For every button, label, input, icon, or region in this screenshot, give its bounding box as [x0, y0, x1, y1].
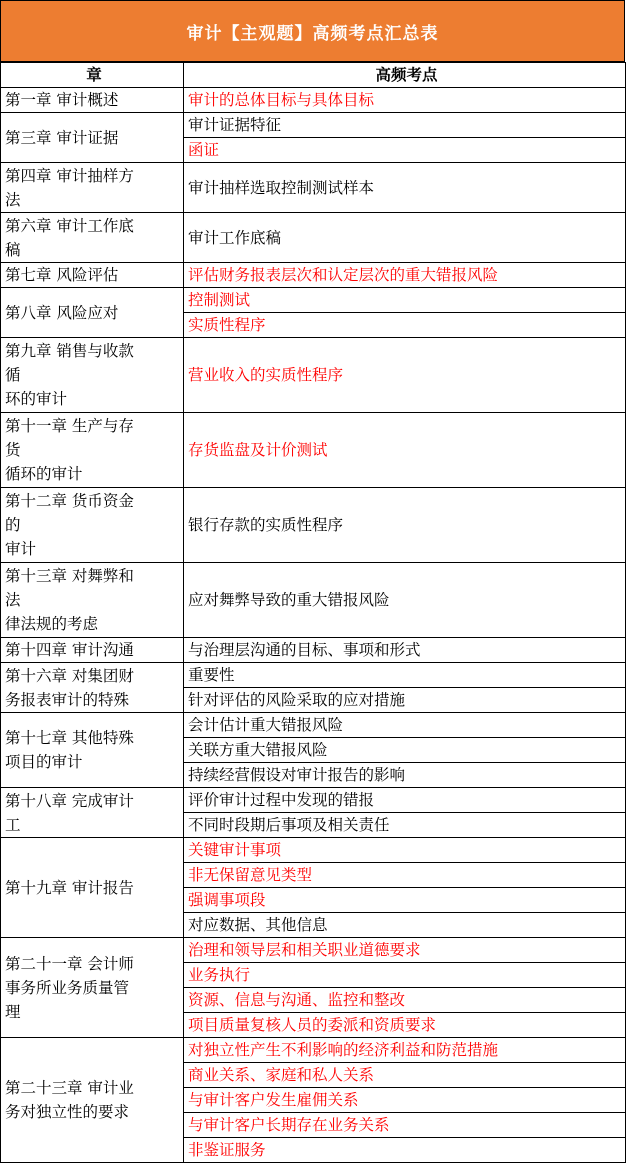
topic-cell: 商业关系、家庭和私人关系 [184, 1063, 626, 1088]
topic-cell: 强调事项段 [184, 888, 626, 913]
topic-cell: 资源、信息与沟通、监控和整改 [184, 988, 626, 1013]
table-row [1, 1038, 626, 1063]
topic-cell: 治理和领导层和相关职业道德要求 [184, 938, 626, 963]
topic-cell: 实质性程序 [184, 313, 626, 338]
table-row [1, 938, 626, 963]
table-row [1, 163, 626, 213]
table-row [1, 413, 626, 488]
topic-cell: 针对评估的风险采取的应对措施 [184, 688, 626, 713]
topic-cell: 控制测试 [184, 288, 626, 313]
chapter-cell: 第一章 审计概述 [1, 88, 184, 113]
chapter-cell: 第十六章 对集团财 务报表审计的特殊 [1, 663, 184, 713]
topic-cell: 评价审计过程中发现的错报 [184, 788, 626, 813]
topic-cell: 审计抽样选取控制测试样本 [184, 163, 626, 213]
table-row [1, 638, 626, 663]
topic-cell: 营业收入的实质性程序 [184, 338, 626, 413]
topic-cell: 关键审计事项 [184, 838, 626, 863]
chapter-cell: 第十三章 对舞弊和 法 律法规的考虑 [1, 563, 184, 638]
chapter-cell: 第十八章 完成审计 工 [1, 788, 184, 838]
header-chapter: 章 [1, 63, 184, 88]
chapter-cell: 第六章 审计工作底 稿 [1, 213, 184, 263]
table-row [1, 113, 626, 138]
chapter-cell: 第三章 审计证据 [1, 113, 184, 163]
topic-cell: 审计工作底稿 [184, 213, 626, 263]
table-row [1, 338, 626, 413]
topic-cell: 业务执行 [184, 963, 626, 988]
topic-cell: 与治理层沟通的目标、事项和形式 [184, 638, 626, 663]
chapter-cell: 第四章 审计抽样方 法 [1, 163, 184, 213]
table-row [1, 563, 626, 638]
topic-cell: 审计的总体目标与具体目标 [184, 88, 626, 113]
table-row [1, 838, 626, 863]
table-title: 审计【主观题】高频考点汇总表 [0, 0, 625, 62]
topic-cell: 与审计客户长期存在业务关系 [184, 1113, 626, 1138]
chapter-cell: 第十九章 审计报告 [1, 838, 184, 938]
topic-cell: 非无保留意见类型 [184, 863, 626, 888]
chapter-cell: 第十一章 生产与存 货 循环的审计 [1, 413, 184, 488]
topic-cell: 对独立性产生不利影响的经济利益和防范措施 [184, 1038, 626, 1063]
chapter-cell: 第七章 风险评估 [1, 263, 184, 288]
table-row [1, 213, 626, 263]
table-row [1, 488, 626, 563]
topic-cell: 关联方重大错报风险 [184, 738, 626, 763]
topic-cell: 存货监盘及计价测试 [184, 413, 626, 488]
topic-cell: 评估财务报表层次和认定层次的重大错报风险 [184, 263, 626, 288]
topic-cell: 重要性 [184, 663, 626, 688]
table-row [1, 663, 626, 688]
topic-cell: 函证 [184, 138, 626, 163]
topic-cell: 与审计客户发生雇佣关系 [184, 1088, 626, 1113]
header-topic: 高频考点 [184, 63, 626, 88]
topic-cell: 不同时段期后事项及相关责任 [184, 813, 626, 838]
topic-cell: 对应数据、其他信息 [184, 913, 626, 938]
chapter-cell: 第十二章 货币资金 的 审计 [1, 488, 184, 563]
chapter-cell: 第二十三章 审计业 务对独立性的要求 [1, 1038, 184, 1163]
topic-cell: 银行存款的实质性程序 [184, 488, 626, 563]
topic-cell: 非鉴证服务 [184, 1138, 626, 1163]
table-row [1, 263, 626, 288]
topic-cell: 持续经营假设对审计报告的影响 [184, 763, 626, 788]
topic-cell: 审计证据特征 [184, 113, 626, 138]
table-row [1, 788, 626, 813]
topic-cell: 项目质量复核人员的委派和资质要求 [184, 1013, 626, 1038]
table-row [1, 288, 626, 313]
table-row [1, 713, 626, 738]
chapter-cell: 第十七章 其他特殊 项目的审计 [1, 713, 184, 788]
summary-table [0, 62, 626, 1163]
topic-cell: 应对舞弊导致的重大错报风险 [184, 563, 626, 638]
table-row [1, 88, 626, 113]
chapter-cell: 第八章 风险应对 [1, 288, 184, 338]
chapter-cell: 第十四章 审计沟通 [1, 638, 184, 663]
chapter-cell: 第九章 销售与收款 循 环的审计 [1, 338, 184, 413]
table-body [1, 88, 626, 1163]
topic-cell: 会计估计重大错报风险 [184, 713, 626, 738]
chapter-cell: 第二十一章 会计师 事务所业务质量管 理 [1, 938, 184, 1038]
